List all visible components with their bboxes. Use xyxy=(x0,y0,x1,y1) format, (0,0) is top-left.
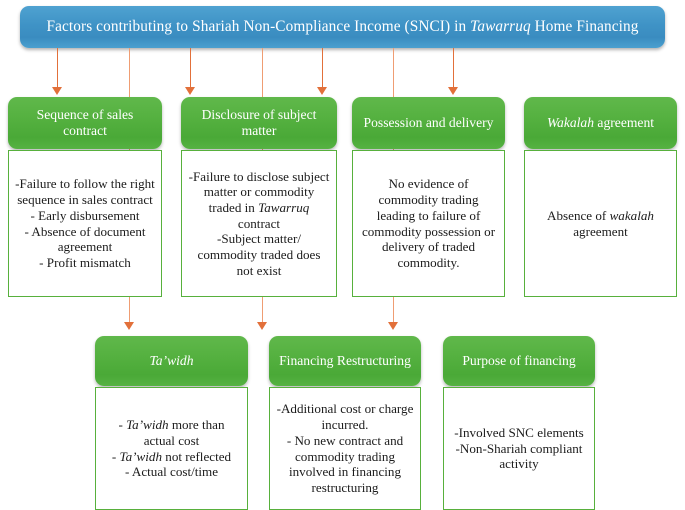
connector-line-top-3 xyxy=(322,48,323,88)
connector-line-top-4 xyxy=(453,48,454,88)
node-header xyxy=(524,97,677,149)
diagram-title-text: Factors contributing to Shariah Non-Compliance Income (SNCI) in Tawarruq Home Financing xyxy=(46,18,639,36)
connector-arrowhead-top-1 xyxy=(52,87,62,95)
connector-line-top-1 xyxy=(57,48,58,88)
node-body xyxy=(181,150,337,297)
node-header xyxy=(352,97,505,149)
node-header-label: Wakalah agreement xyxy=(546,115,655,131)
connector-arrowhead-top-4 xyxy=(448,87,458,95)
connector-arrowhead-bottom-1 xyxy=(124,322,134,330)
node-body xyxy=(269,387,421,510)
node-body xyxy=(443,387,595,510)
node-body xyxy=(524,150,677,297)
node-body xyxy=(95,387,248,510)
node-header xyxy=(443,336,595,386)
connector-arrowhead-bottom-3 xyxy=(388,322,398,330)
node-body xyxy=(352,150,505,297)
node-body-text: Absence of wakalah agreement xyxy=(547,207,654,239)
connector-arrowhead-bottom-2 xyxy=(257,322,267,330)
node-header-label: Disclosure of subject matter xyxy=(201,107,317,138)
node-header xyxy=(181,97,337,149)
node-header-label: Possession and delivery xyxy=(363,115,494,131)
node-body-text: -Failure to follow the right sequence in sales contract - Early disbursement - Absence of document agreement - Profit mismatch xyxy=(15,176,155,270)
node-header xyxy=(8,97,162,149)
node-header xyxy=(269,336,421,386)
node-body-text: -Involved SNC elements -Non-Shariah compliant activity xyxy=(454,424,584,472)
node-body-text: No evidence of commodity trading leading to failure of commodity possession or delivery of traded commodity. xyxy=(361,176,496,270)
connector-arrowhead-top-2 xyxy=(185,87,195,95)
node-header-label: Ta’widh xyxy=(149,353,194,369)
node-header-label: Financing Restructuring xyxy=(279,353,411,369)
node-header xyxy=(95,336,248,386)
node-body-text: -Additional cost or charge incurred. - No new contract and commodity trading involved in financing restructuring xyxy=(276,401,414,495)
node-body-text: - Ta’widh more than actual cost - Ta’widh not reflected - Actual cost/time xyxy=(111,417,232,480)
connector-arrowhead-top-3 xyxy=(317,87,327,95)
node-header-label: Purpose of financing xyxy=(462,353,576,369)
diagram-title-banner xyxy=(20,6,665,48)
connector-line-top-2 xyxy=(190,48,191,88)
node-header-label: Sequence of sales contract xyxy=(36,107,134,138)
node-body-text: -Failure to disclose subject matter or commodity traded in Tawarruq contract -Subject matter/ commodity traded does not exist xyxy=(188,168,330,278)
node-body xyxy=(8,150,162,297)
